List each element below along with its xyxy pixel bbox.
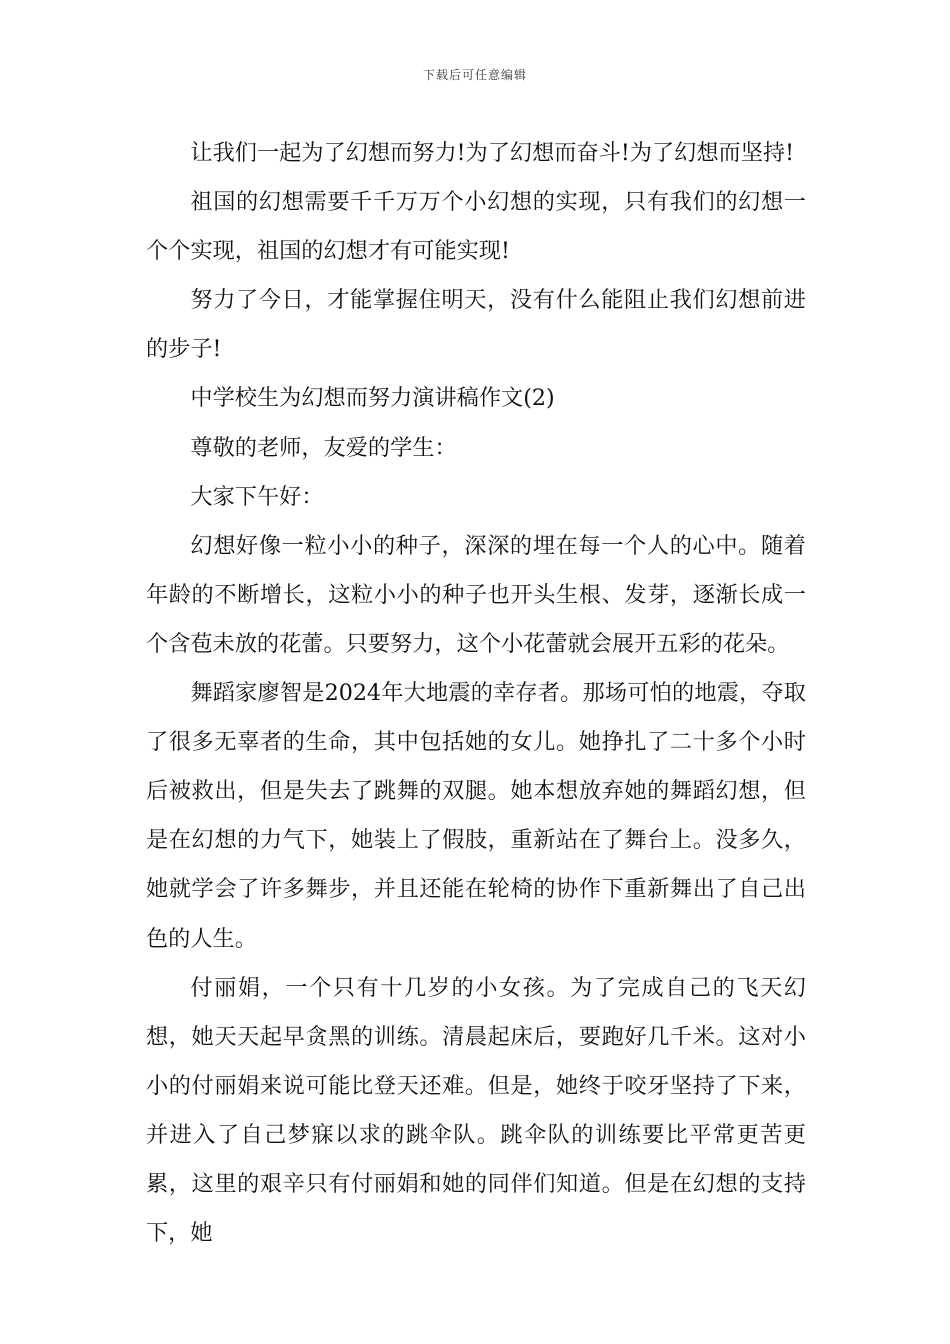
- salutation: 尊敬的老师，友爱的学生：: [190, 434, 457, 461]
- paragraph: 让我们一起为了幻想而努力!为了幻想而奋斗!为了幻想而坚持!: [190, 140, 795, 166]
- paragraph: 舞蹈家廖智是2024年大地震的幸存者。那场可怕的地震，夺取了很多无辜者的生命，其中包括她的女儿。她挣扎了二十多个小时后被救出，但是失去了跳舞的双腿。她本想放弃她的舞蹈幻想，但是在幻想的力气下，她装上了假肢，重新站在了舞台上。没多久，她就学会了许多舞步，并且还能在轮椅的协作下重新舞出了自己出色的人生。: [146, 680, 806, 952]
- section-title: 中学校生为幻想而努力演讲稿作文(2): [190, 385, 555, 412]
- document-body: [146, 129, 806, 1258]
- paragraph: 努力了今日，才能掌握住明天，没有什么能阻止我们幻想前进的步子!: [146, 287, 806, 363]
- greeting: 大家下午好：: [190, 483, 324, 510]
- page-header: 下载后可任意编辑: [422, 68, 527, 82]
- paragraph: 祖国的幻想需要千千万万个小幻想的实现，只有我们的幻想一个个实现，祖国的幻想才有可能实现!: [146, 189, 806, 265]
- paragraph: 幻想好像一粒小小的种子，深深的埋在每一个人的心中。随着年龄的不断增长，这粒小小的种子也开头生根、发芽，逐渐长成一个含苞未放的花蕾。只要努力，这个小花蕾就会展开五彩的花朵。: [146, 532, 806, 657]
- paragraph: 付丽娟，一个只有十几岁的小女孩。为了完成自己的飞天幻想，她天天起早贪黑的训练。清晨起床后，要跑好几千米。这对小小的付丽娟来说可能比登天还难。但是，她终于咬牙坚持了下来，并进入了自己梦寐以求的跳伞队。跳伞队的训练要比平常更苦更累，这里的艰辛只有付丽娟和她的同伴们知道。但是在幻想的支持下，她: [146, 974, 806, 1247]
